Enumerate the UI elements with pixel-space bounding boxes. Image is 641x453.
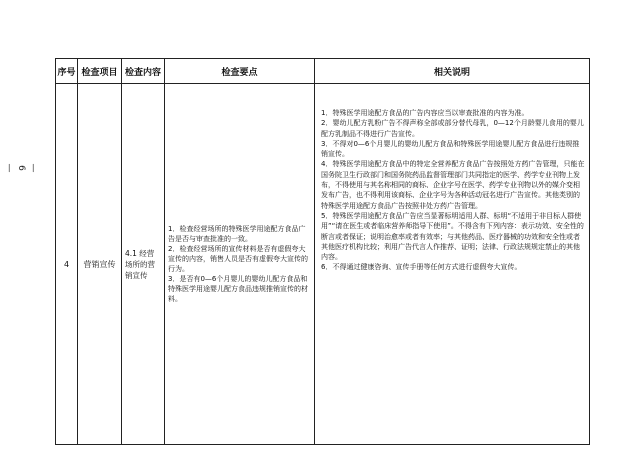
row-points (165, 84, 315, 445)
row-notes (315, 84, 590, 445)
row-seq: 4 (56, 84, 78, 445)
point-2: 2．检查经营场所的宣传材料是否有虚假夸大宣传的内容，销售人员是否有虚假夸大宣传的行为。 (168, 245, 308, 273)
inspection-table (55, 58, 590, 445)
table-header-row (56, 59, 590, 84)
header-notes: 相关说明 (315, 59, 590, 84)
row-item: 营销宣传 (78, 84, 122, 445)
note-3: 3．不得对0—6个月婴儿的婴幼儿配方食品和特殊医学用途婴儿配方食品进行违规推销宣传。 (321, 139, 580, 159)
point-3: 3．是否有0—6个月婴儿的婴幼儿配方食品和特殊医学用途婴儿配方食品违规推销宣传的材料。 (168, 275, 308, 303)
note-6: 6．不得通过健康咨询、宣传手册等任何方式进行虚假夸大宣传。 (321, 263, 522, 272)
header-content: 检查内容 (122, 59, 165, 84)
table-row (56, 84, 590, 445)
header-item: 检查项目 (78, 59, 122, 84)
point-1: 1．检查经营场所的特殊医学用途配方食品广告是否与审查批准的一致。 (168, 225, 306, 243)
page-number: — 6 — (4, 163, 38, 173)
note-4: 4．特殊医学用途配方食品中的特定全营养配方食品广告按照处方药广告管理，只能在国务院卫生行政部门和国务院药品监督管理部门共同指定的医学、药学专业刊物上发布，不得使用与其名称相同的商标、企业字号在医学、药学专业刊物以外的媒介变相发布广告，也不得利用该商标、企业字号为各种活动冠名进行广告宣传。其他类别的特殊医学用途配方食品广告按照非处方药广告管理。 (321, 160, 585, 210)
note-2: 2．婴幼儿配方乳粉广告不得声称全部或部分替代母乳，0—12个月龄婴儿食用的婴儿配方乳制品不得进行广告宣传。 (321, 119, 584, 138)
header-points: 检查要点 (165, 59, 315, 84)
row-content: 4.1 经营场所的营销宣传 (122, 84, 165, 445)
note-1: 1．特殊医学用途配方食品的广告内容应当以审查批准的内容为准。 (321, 109, 529, 117)
note-5: 5．特殊医学用途配方食品广告应当显著标明适用人群、标明“不适用于非目标人群使用”“请在医生或者临床营养师指导下使用”。不得含有下列内容：表示功效、安全性的断言或者保证；说明治愈率或者有效率；与其他药品、医疗器械的功效和安全性或者其他医疗机构比较；利用广告代言人作推荐、证明；法律、行政法规规定禁止的其他内容。 (321, 211, 584, 262)
header-seq: 序号 (56, 59, 78, 84)
